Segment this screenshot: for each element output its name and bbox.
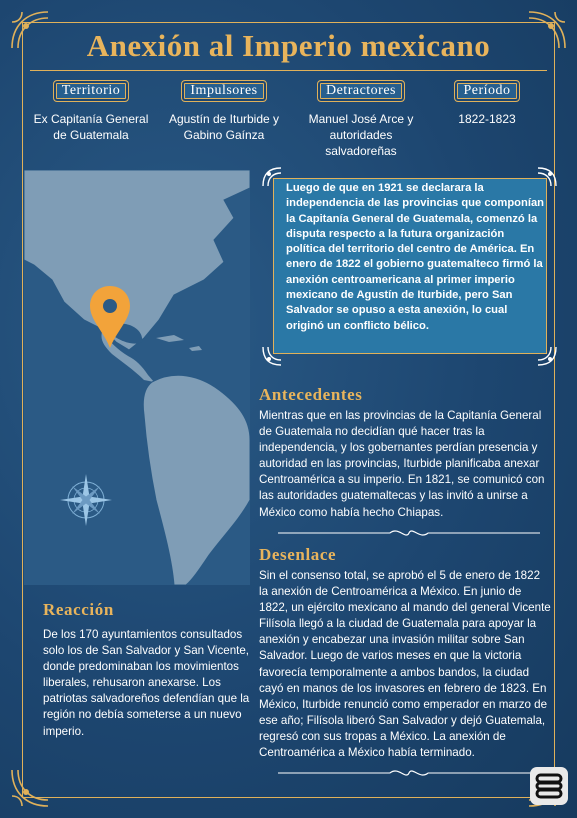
category-label: Impulsores — [181, 80, 266, 102]
intro-corner-ornament — [259, 164, 285, 190]
category-label: Detractores — [317, 80, 405, 102]
category-row — [32, 80, 542, 160]
reaccion-title: Reacción — [43, 600, 114, 619]
title-underline — [30, 70, 547, 71]
americas-map — [24, 170, 250, 585]
intro-corner-ornament — [534, 343, 560, 369]
category-label: Territorio — [53, 80, 129, 102]
page-title: Anexión al Imperio mexicano — [86, 28, 491, 63]
antecedentes-text: Mientras que en las provincias de la Capitanía General de Guatemala no decidían qué hacer tras la independencia, y los gobernantes perdían presencia y autoridad en las provincias, Iturbide planificaba anexar Centroamérica a su imperio. En 1821, se comunicó con las autoridades guatemaltecas y las invitó a unirse a México como había hecho Chiapas. — [259, 409, 545, 519]
intro-corner-ornament — [259, 343, 285, 369]
desenlace-text: Sin el consenso total, se aprobó el 5 de enero de 1822 la anexión de Centroamérica a México. En junio de 1822, un ejército mexicano al mando del general Vicente Filísola llegó a la ciudad de Guatemala para apoyar la anexión y encabezar una invasión militar sobre San Salvador. Luego de varios meses en que la victoria favorecía temporalmente a ambos bandos, la ciudad cayó en manos de los invasores en febrero de 1823. En México, Iturbide renunció como emperador en marzo de ese año; Filísola liberó San Salvador y dejó Guatemala, regresó con sus tropas a México. La anexión de Centroamérica a México había terminado. — [259, 569, 551, 760]
category-value: Agustín de Iturbide y Gabino Gaínza — [168, 112, 280, 142]
category-periodo — [432, 80, 542, 127]
section-divider — [278, 526, 540, 540]
brand-logo-icon — [530, 767, 568, 805]
section-divider — [278, 766, 540, 780]
reaccion-text: De los 170 ayuntamientos consultados solo los de San Salvador y San Vicente, donde predominaban los movimientos liberales, rehusaron anexarse. Los patriotas salvadoreños defendían que la región no debía someterse a un nuevo imperio. — [43, 628, 250, 738]
category-territorio — [32, 80, 150, 143]
corner-ornament-bottom-left — [8, 764, 54, 810]
category-value: 1822-1823 — [458, 112, 516, 126]
category-label: Período — [454, 80, 519, 102]
category-detractores — [298, 80, 424, 159]
intro-text: Luego de que en 1921 se declarara la independencia de las provincias que componían la Capitanía General de Guatemala, comenzó la disputa respecto a la futura organización política del territorio del centro de América. En enero de 1822 el gobierno guatemalteco firmó la anexión centroamericana al primer imperio mexicano de Agustín de Iturbide, pero San Salvador se opuso a esta anexión, lo cual originó un conflicto bélico. — [286, 182, 544, 332]
category-impulsores — [160, 80, 288, 143]
category-value: Manuel José Arce y autoridades salvadoreñas — [308, 112, 414, 158]
desenlace-title: Desenlace — [259, 545, 337, 564]
antecedentes-title: Antecedentes — [259, 385, 363, 404]
category-value: Ex Capitanía General de Guatemala — [33, 112, 149, 142]
